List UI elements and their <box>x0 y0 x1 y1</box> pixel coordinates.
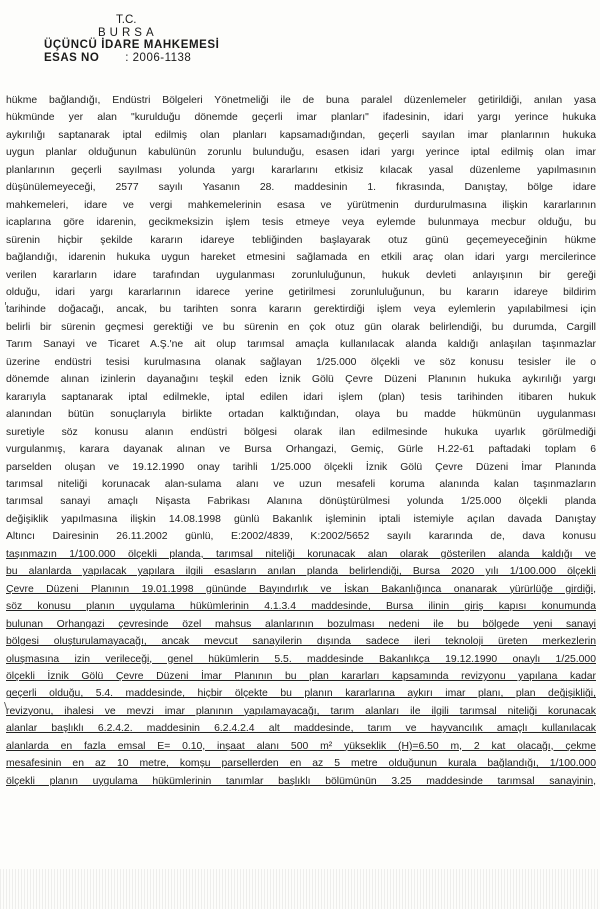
body-line-underlined: bölgesi oluşturulamayacağı, ancak mevcut sanayilerin dışında sadece ileri teknoloji üreten merkezlerin <box>6 636 596 648</box>
body-line: suretiyle söz konusu alanın endüstri bölgesi olarak ilan edilmesinde hukuka uyarlık görülmediği <box>6 426 596 438</box>
body-line: değişiklik yapılmasına ilişkin 14.08.1998 günlü Bakanlık işleminin iptali istemiyle açılan davada Danıştay <box>6 513 596 525</box>
body-line: hükme bağlandığı, Endüstri Bölgeleri Yönetmeliği ile de buna paralel düzenlemeler getirildiği, anılan yasa <box>6 95 596 106</box>
header-tc: T.C. <box>116 14 137 26</box>
body-line: aykırılığı saptanarak iptal edilmiş olan planları kapsamadığından, geçerli sayılan imar planlarının hukuka <box>6 129 596 141</box>
body-line: parselden oluşan ve 19.12.1990 onay tarihli 1/25.000 ölçekli İznik Gölü Çevre Düzeni İmar Planında <box>6 461 596 473</box>
body-line: üzerine endüstri tesisi kurulmasına olanak sağlayan 1/25.000 ölçekli ve söz konusu tesisler ile o <box>6 356 596 368</box>
body-line: kararıyla saptanarak iptal edilmekle, iptal edilen idari işlem (plan) tesis tarihinden itibaren hukuk <box>6 391 596 403</box>
document-body <box>6 92 596 790</box>
body-line: belirli bir sürenin geçmesi gerektiği ve bu sürenin en çok otuz gün olarak belirlendiği, bu durumda, Cargill <box>6 321 596 333</box>
body-line-underlined: mesafesinin en az 10 metre, komşu parsellerden en az 5 metre olduğunun kurala bağlandığı, 1/100.000 <box>6 758 596 770</box>
body-line: bağlandığı, idarenin hukuka uygun hareket etmesini sağlamada en etkili araç olan idari yargı mercilerince <box>6 252 596 264</box>
body-line-underlined: alanlarda en fazla emsal E= 0.10, inşaat alanı 500 m² yükseklik (H)=6.50 m, 2 kat olacağı, çekme <box>6 740 596 752</box>
body-line-underlined: ölçekli planın uygulama hükümlerinin tanımlar başlıklı bölümünün 3.25 maddesinde tarımsal sanayinin, <box>6 775 596 787</box>
margin-mark: \ <box>4 700 8 713</box>
body-line: sürenin hiçbir şekilde kararın idareye tebliğinden başlayarak otuz günü geçemeyeceğinin hükme <box>6 234 596 246</box>
body-line: alanından bütün sonuçlarıyla birlikte ortadan kalktığından, olaya bu madde hükmünün uygulanması <box>6 409 596 421</box>
body-line-underlined: bulunan Orhangazi çevresinde özel mahsus alanlarının bozulması nedeni ile bu bölgede yeni sanayi <box>6 618 596 630</box>
court-header <box>44 14 219 64</box>
body-line: dönemde alınan izinlerin dayanağını teşkil eden İznik Gölü Çevre Düzeni Planının hukuka aykırılığı yargı <box>6 374 596 386</box>
header-court-name: ÜÇÜNCÜ İDARE MAHKEMESİ <box>44 39 220 51</box>
body-line: düşünülemeyeceği, 2577 sayılı Yasanın 28. maddesinin 1. fıkrasında, Danıştay, bölge idare <box>6 182 596 194</box>
body-line: tarımsal niteliği korunacak alan-sulama alanı ve uzun mesafeli koruma alanında kalan taşınmazların <box>6 478 596 490</box>
header-case-number <box>44 52 219 65</box>
body-line-underlined: ölçekli İznik Gölü Çevre Düzeni İmar Planının bu plan kararları kapsamında revizyonu yapılana kadar <box>6 670 596 682</box>
case-number-value: : 2006-1138 <box>125 51 192 64</box>
body-line: mahkemeleri, idare ve vergi mahkemelerinin esasa ve yürütmenin durdurulmasına ilişkin kararlarının <box>6 199 596 211</box>
body-line: icaplarına göre idarenin, gecikmeksizin işlem tesis etmeye veya eylemde bulunmaya mecbur olduğu, bu <box>6 217 596 229</box>
body-line: verilen kararların idare tarafından uygulanması zorunluluğunun, hukuk devleti anlayışının bir gereği <box>6 269 596 281</box>
header-city: BURSA <box>98 26 158 39</box>
scan-noise <box>0 869 600 909</box>
body-line-underlined: alanlar başlıklı 6.2.4.2. maddesinin 6.2.4.2.4 alt maddesinde, tarım ve hayvancılık amaçlı kullanılacak <box>6 723 596 735</box>
body-line: tarihinde doğacağı, ancak, bu tarihten sonra kararın gerektirdiği işlem veya eylemlerin yapılabilmesi için <box>6 304 596 316</box>
body-line: Tarım Sanayi ve Ticaret A.Ş.'ne ait olup tarımsal amaçla kullanılacak alanda kaldığı anlaşılan taşınmazlar <box>6 339 596 351</box>
body-line-underlined: Çevre Düzeni Planının 19.01.1998 gününde Bayındırlık ve İskan Bakanlığınca onanarak yürürlüğe girdiği, <box>6 583 596 595</box>
body-line: uygun planlar olduğunun kabulünün zorunlu bulunduğu, esasen idari yargı yerince iptal edilmiş olan imar <box>6 147 596 159</box>
body-line-underlined: geçerli olduğu, 5.4. maddesinde, hiçbir ölçekte bu planın kararlarına aykırı imar planı, plan değişikliği, <box>6 688 596 700</box>
margin-mark: ' <box>4 300 8 313</box>
case-number-label: ESAS NO <box>44 51 100 64</box>
body-line-underlined: taşınmazın 1/100.000 ölçekli planda, tarımsal niteliği korunacak alan olarak gösterilen alanda kaldığı ve <box>6 548 596 560</box>
body-line: tarımsal sanayi amaçlı Nişasta Fabrikası Alanına dönüştürülmesi yolunda 1/25.000 ölçekli planda <box>6 496 596 508</box>
body-line: vurgulanmış, karara dayanak alınan ve Bursa Orhangazi, Gemiç, Gürle H.22-61 paftadaki toplam 6 <box>6 444 596 456</box>
body-line: Altıncı Dairesinin 26.11.2002 günlü, E:2002/4839, K:2002/5652 sayılı kararında de, dava konusu <box>6 531 596 543</box>
body-line: hükmünde yer alan "kurulduğu dönemde geçerli imar planları" ifadesinin, idari yargı yerince hukuka <box>6 112 596 124</box>
body-line-underlined: revizyonu, ihalesi ve mevzi imar planının yapılamayacağı, tarım alanları ile ilgili tarımsal niteliği korunacak <box>6 705 596 717</box>
body-line-underlined: söz konusu planın uygulama hükümlerinin 4.1.3.4 maddesinde, Bursa ilinin giriş kapısı konumunda <box>6 601 596 613</box>
body-line-underlined: bu alanlarda yapılacak yapılara ilgili esasların anılan planda belirlendiği, Bursa 2020 yılı 1/100.000 ölçekli <box>6 566 596 578</box>
body-line-underlined: oluşmasına izin verileceği, genel hükümlerin 5.5. maddesinde Bakanlıkça 19.12.1990 onaylı 1/25.000 <box>6 653 596 665</box>
body-line: planlarının geçerli sayılması yolunda yargı kararlarını etkisiz kılacak yasal düzenleme yapılmasının <box>6 164 596 176</box>
body-line: olduğu, idari yargı kararlarının idarece yerine getirilmesi zorunluluğunun, bu kararın idareye bildirim <box>6 286 596 298</box>
